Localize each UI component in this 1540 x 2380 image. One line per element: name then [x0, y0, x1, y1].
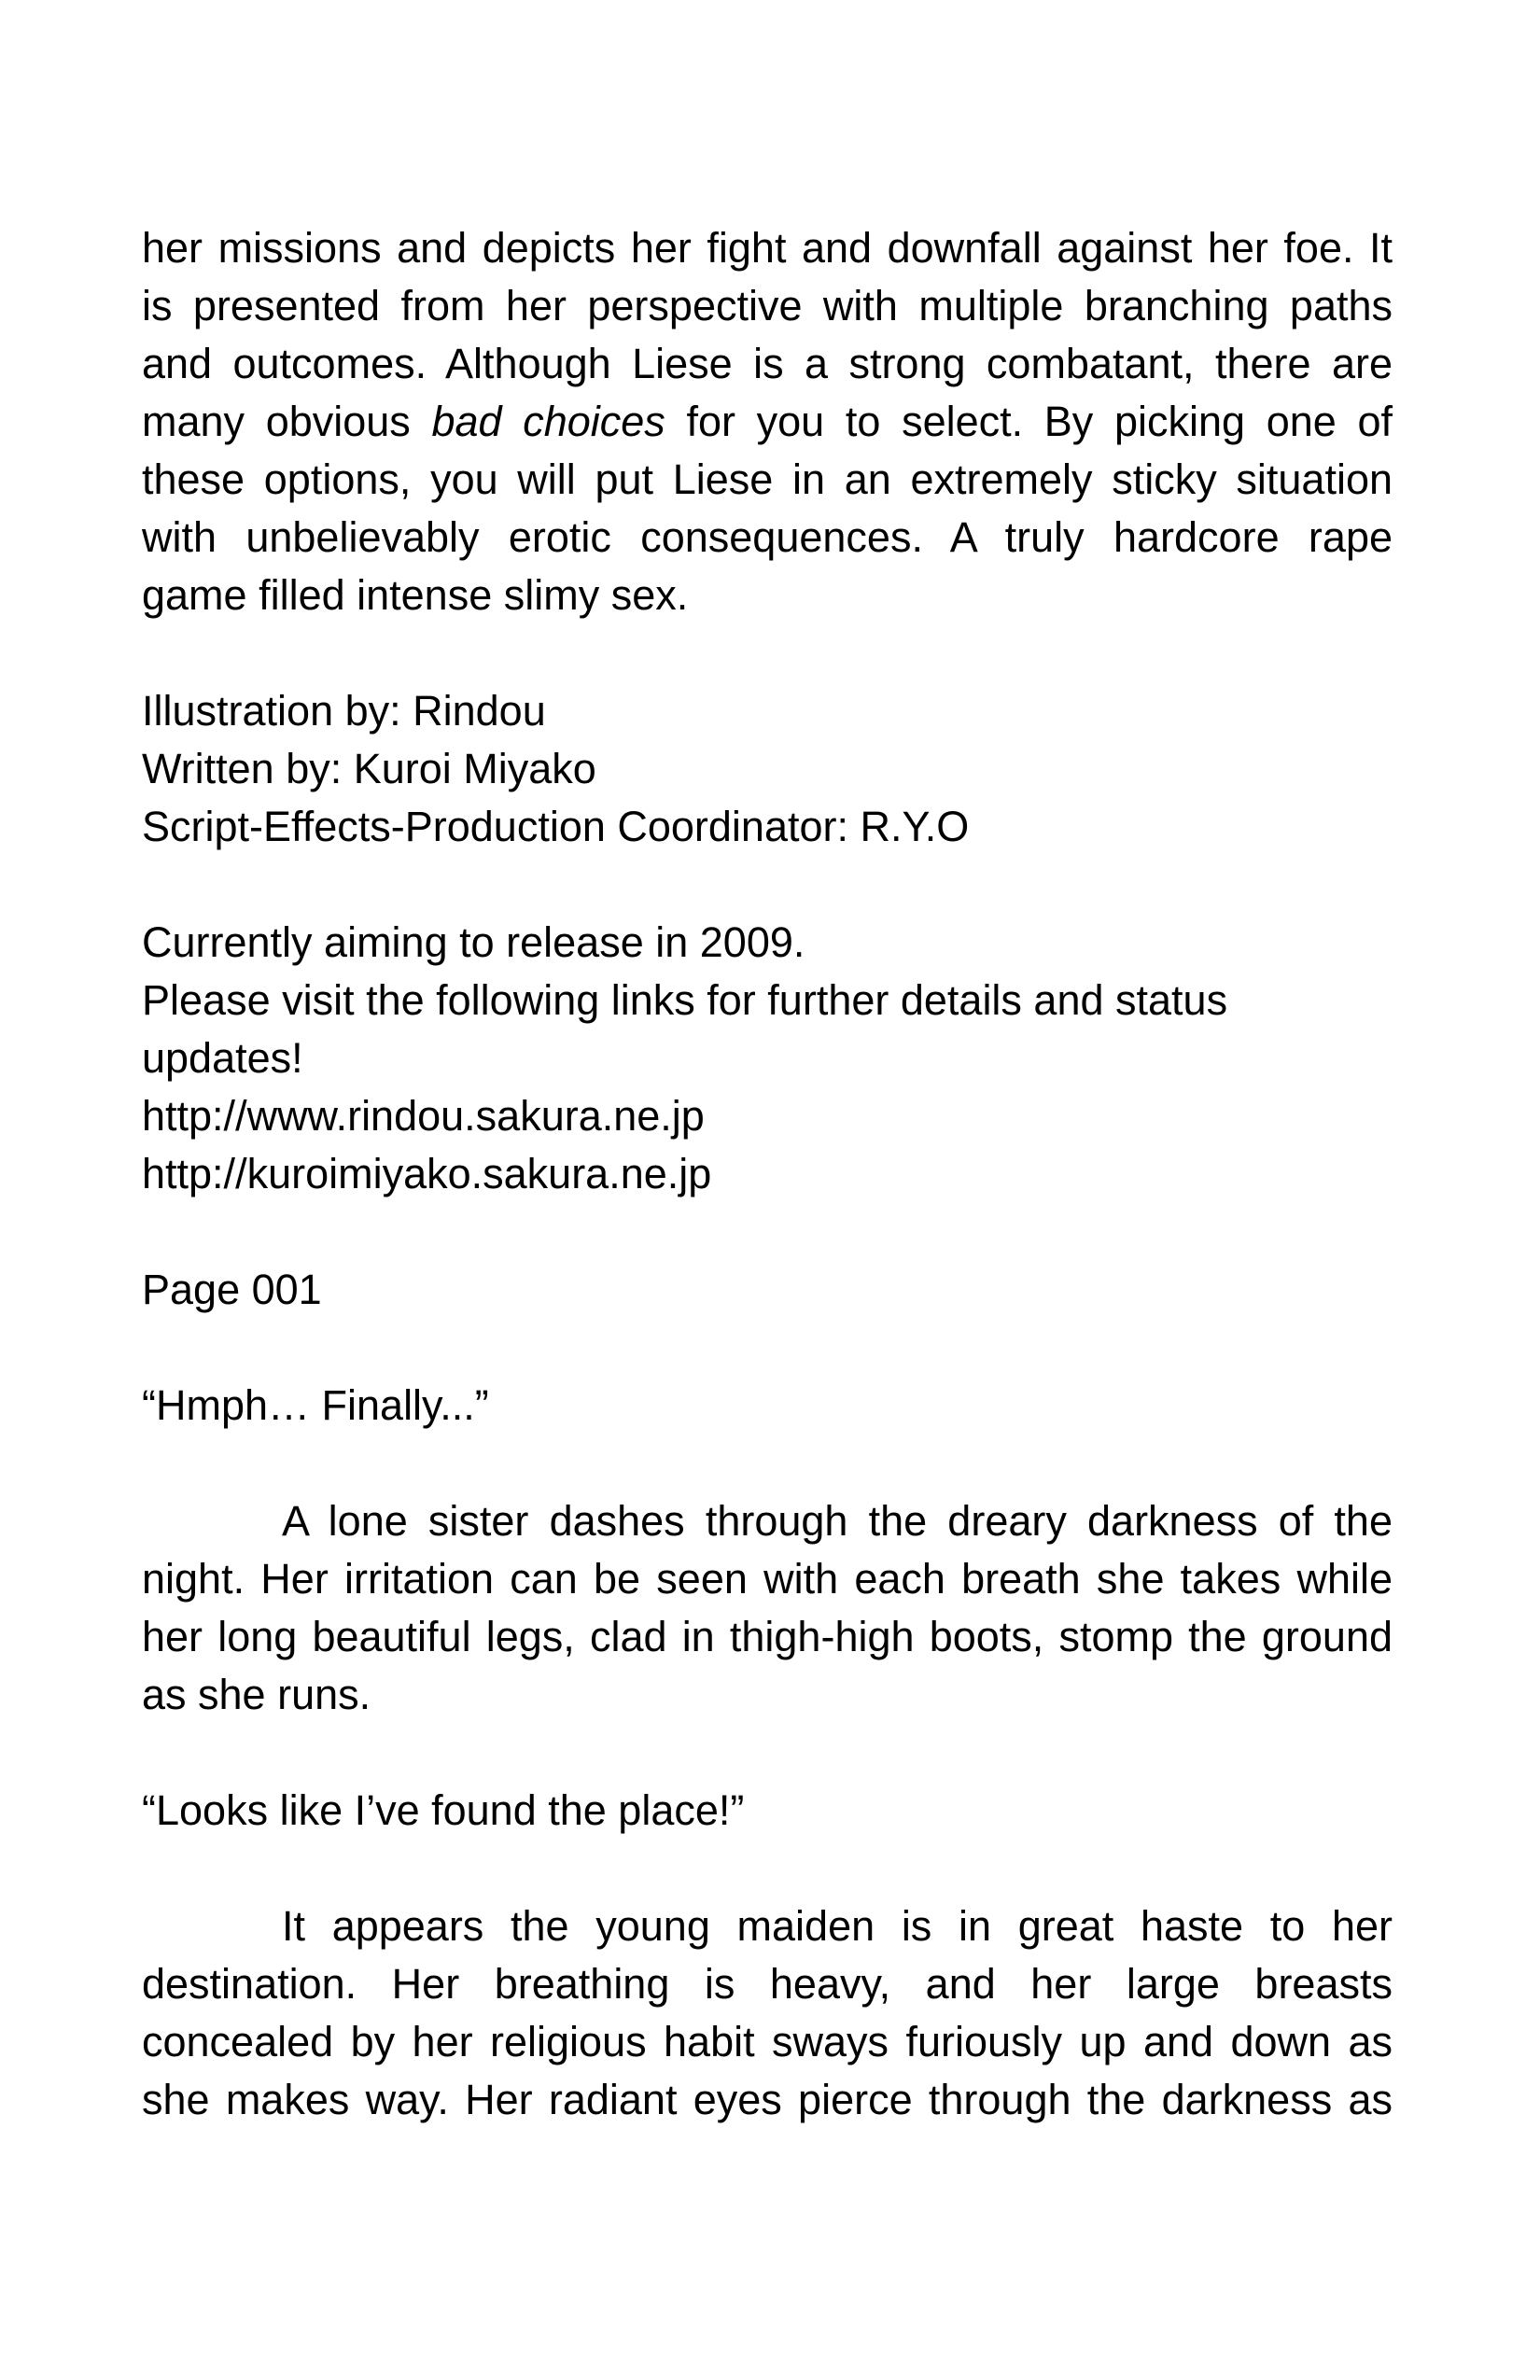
page-label	[142, 1261, 1393, 1319]
text-line: Please visit the following links for further details and status	[142, 976, 1228, 1024]
text-line: game filled intense slimy sex.	[142, 571, 689, 619]
italic-text: bad choices	[431, 398, 665, 445]
text-line	[142, 393, 1393, 451]
text-line: http://kuroimiyako.sakura.ne.jp	[142, 1150, 712, 1197]
credits-block	[142, 682, 1393, 856]
text-line: concealed by her religious habit sways furiously up and down as	[142, 2018, 1393, 2065]
text-segment: many obvious	[142, 398, 432, 445]
quote-text: “Looks like I’ve found the place!”	[142, 1786, 745, 1834]
text-segment: for you to select. By picking one of	[665, 398, 1393, 445]
text-line: updates!	[142, 1034, 303, 1082]
text-line: Written by: Kuroi Miyako	[142, 745, 596, 792]
text-line: her long beautiful legs, clad in thigh-high boots, stomp the ground	[142, 1613, 1393, 1660]
quote-text: “Hmph… Finally...”	[142, 1381, 489, 1429]
text-line: Illustration by: Rindou	[142, 687, 546, 735]
text-line: she makes way. Her radiant eyes pierce through the darkness as	[142, 2076, 1393, 2123]
text-line: with unbelievably erotic consequences. A truly hardcore rape	[142, 513, 1393, 561]
page-label-text: Page 001	[142, 1266, 322, 1313]
intro-paragraph	[142, 219, 1393, 624]
text-line: her missions and depicts her fight and downfall against her foe. It	[142, 224, 1393, 272]
text-line: and outcomes. Although Liese is a strong combatant, there are	[142, 340, 1393, 387]
text-line: A lone sister dashes through the dreary darkness of the	[282, 1497, 1393, 1545]
text-line: night. Her irritation can be seen with each breath she takes while	[142, 1555, 1393, 1603]
release-info-block	[142, 914, 1393, 1203]
text-line: Currently aiming to release in 2009.	[142, 918, 805, 966]
text-line: Script-Effects-Production Coordinator: R.Y.O	[142, 803, 970, 850]
text-line: as she runs.	[142, 1671, 371, 1718]
text-line: http://www.rindou.sakura.ne.jp	[142, 1092, 705, 1140]
quote-found-place	[142, 1782, 1393, 1840]
text-line: is presented from her perspective with multiple branching paths	[142, 282, 1393, 329]
text-line: these options, you will put Liese in an extremely sticky situation	[142, 455, 1393, 503]
quote-hmph-finally	[142, 1377, 1393, 1435]
narration-paragraph-run	[142, 1492, 1393, 1724]
text-line: destination. Her breathing is heavy, and her large breasts	[142, 1960, 1393, 2008]
narration-paragraph-haste	[142, 1897, 1393, 2129]
text-line: It appears the young maiden is in great haste to her	[282, 1902, 1393, 1950]
